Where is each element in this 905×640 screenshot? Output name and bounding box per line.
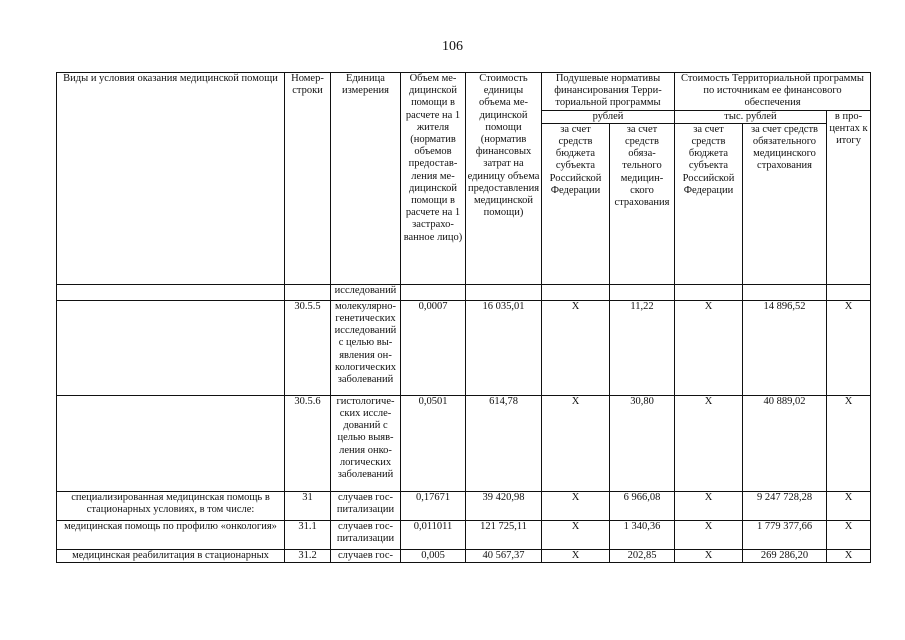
- cell-num: 30.5.5: [285, 300, 331, 395]
- cell-budget-total: X: [675, 520, 743, 549]
- cell-unit: исследований: [331, 284, 401, 300]
- cell-percent: [827, 284, 871, 300]
- cell-oms: 11,22: [610, 300, 675, 395]
- financing-table: [56, 72, 871, 563]
- cell-unit: гистологических исследований с целью выявления онкологических заболеваний: [331, 395, 401, 491]
- header-unit: Единица измерения: [331, 73, 401, 285]
- header-volume: Объем медицинской помощи в расчете на 1 жителя (норматив объемов предоставления медицинской помощи в расчете на 1 застрахованное лицо): [401, 73, 466, 285]
- cell-unit: молекулярно-генетических исследований с целью выявления онкологических заболеваний: [331, 300, 401, 395]
- header-budget-total: за счет средств бюджета субъекта Российской Федерации: [675, 123, 743, 284]
- cell-oms: 30,80: [610, 395, 675, 491]
- cell-oms: 1 340,36: [610, 520, 675, 549]
- cell-oms: 6 966,08: [610, 491, 675, 520]
- cell-budget-total: X: [675, 395, 743, 491]
- cell-budget-total: X: [675, 491, 743, 520]
- header-row: [57, 73, 871, 111]
- cell-unit: случаев госпитализации: [331, 520, 401, 549]
- cell-budget: X: [542, 549, 610, 562]
- cell-name: медицинская помощь по профилю «онкология»: [57, 520, 285, 549]
- cell-name: [57, 300, 285, 395]
- cell-percent: X: [827, 549, 871, 562]
- header-total-cost: Стоимость Территориальной программы по источникам ее финансового обеспечения: [675, 73, 871, 111]
- cell-budget-total: X: [675, 549, 743, 562]
- cell-name: [57, 284, 285, 300]
- cell-volume: 0,0501: [401, 395, 466, 491]
- header-budget: за счет средств бюджета субъекта Российской Федерации: [542, 123, 610, 284]
- table-row: [57, 549, 871, 562]
- cell-percent: X: [827, 491, 871, 520]
- table-row: [57, 491, 871, 520]
- cell-volume: 0,011011: [401, 520, 466, 549]
- cell-oms-total: 40 889,02: [743, 395, 827, 491]
- cell-cost: 121 725,11: [466, 520, 542, 549]
- page-number: 106: [442, 39, 463, 54]
- cell-name: медицинская реабилитация в стационарных: [57, 549, 285, 562]
- header-cost: Стоимость единицы объема медицинской помощи (норматив финансовых затрат на единицу объема предоставления медицинской помощи): [466, 73, 542, 285]
- cell-percent: X: [827, 520, 871, 549]
- header-types: Виды и условия оказания медицинской помощи: [57, 73, 285, 285]
- cell-cost: 39 420,98: [466, 491, 542, 520]
- header-row-number: Номерстроки: [285, 73, 331, 285]
- cell-budget: X: [542, 300, 610, 395]
- cell-percent: X: [827, 300, 871, 395]
- cell-unit: случаев гос-: [331, 549, 401, 562]
- cell-cost: 614,78: [466, 395, 542, 491]
- table-row: [57, 300, 871, 395]
- header-per-capita: Подушевые нормативы финансирования Территориальной программы: [542, 73, 675, 111]
- cell-name: специализированная медицинская помощь в стационарных условиях, в том числе:: [57, 491, 285, 520]
- cell-num: 31.1: [285, 520, 331, 549]
- cell-oms: 202,85: [610, 549, 675, 562]
- cell-num: 31: [285, 491, 331, 520]
- cell-volume: 0,0007: [401, 300, 466, 395]
- cell-budget-total: X: [675, 300, 743, 395]
- cell-volume: [401, 284, 466, 300]
- table-row: [57, 284, 871, 300]
- cell-name: [57, 395, 285, 491]
- cell-num: 31.2: [285, 549, 331, 562]
- header-percent: в процентах к итогу: [827, 110, 871, 284]
- cell-num: [285, 284, 331, 300]
- cell-oms-total: [743, 284, 827, 300]
- cell-budget: [542, 284, 610, 300]
- header-oms: за счет средств обязательного медицинского страхования: [610, 123, 675, 284]
- cell-cost: [466, 284, 542, 300]
- cell-oms-total: 14 896,52: [743, 300, 827, 395]
- cell-volume: 0,005: [401, 549, 466, 562]
- cell-budget: X: [542, 395, 610, 491]
- cell-budget: X: [542, 520, 610, 549]
- cell-oms-total: 9 247 728,28: [743, 491, 827, 520]
- table-row: [57, 395, 871, 491]
- cell-cost: 16 035,01: [466, 300, 542, 395]
- cell-percent: X: [827, 395, 871, 491]
- cell-oms-total: 1 779 377,66: [743, 520, 827, 549]
- cell-oms-total: 269 286,20: [743, 549, 827, 562]
- header-rubles: рублей: [542, 110, 675, 123]
- header-thousand-rubles: тыс. рублей: [675, 110, 827, 123]
- cell-budget-total: [675, 284, 743, 300]
- cell-oms: [610, 284, 675, 300]
- cell-unit: случаев госпитализации: [331, 491, 401, 520]
- cell-volume: 0,17671: [401, 491, 466, 520]
- cell-budget: X: [542, 491, 610, 520]
- cell-cost: 40 567,37: [466, 549, 542, 562]
- cell-num: 30.5.6: [285, 395, 331, 491]
- header-oms-total: за счет средств обязательного медицинского страхования: [743, 123, 827, 284]
- table-row: [57, 520, 871, 549]
